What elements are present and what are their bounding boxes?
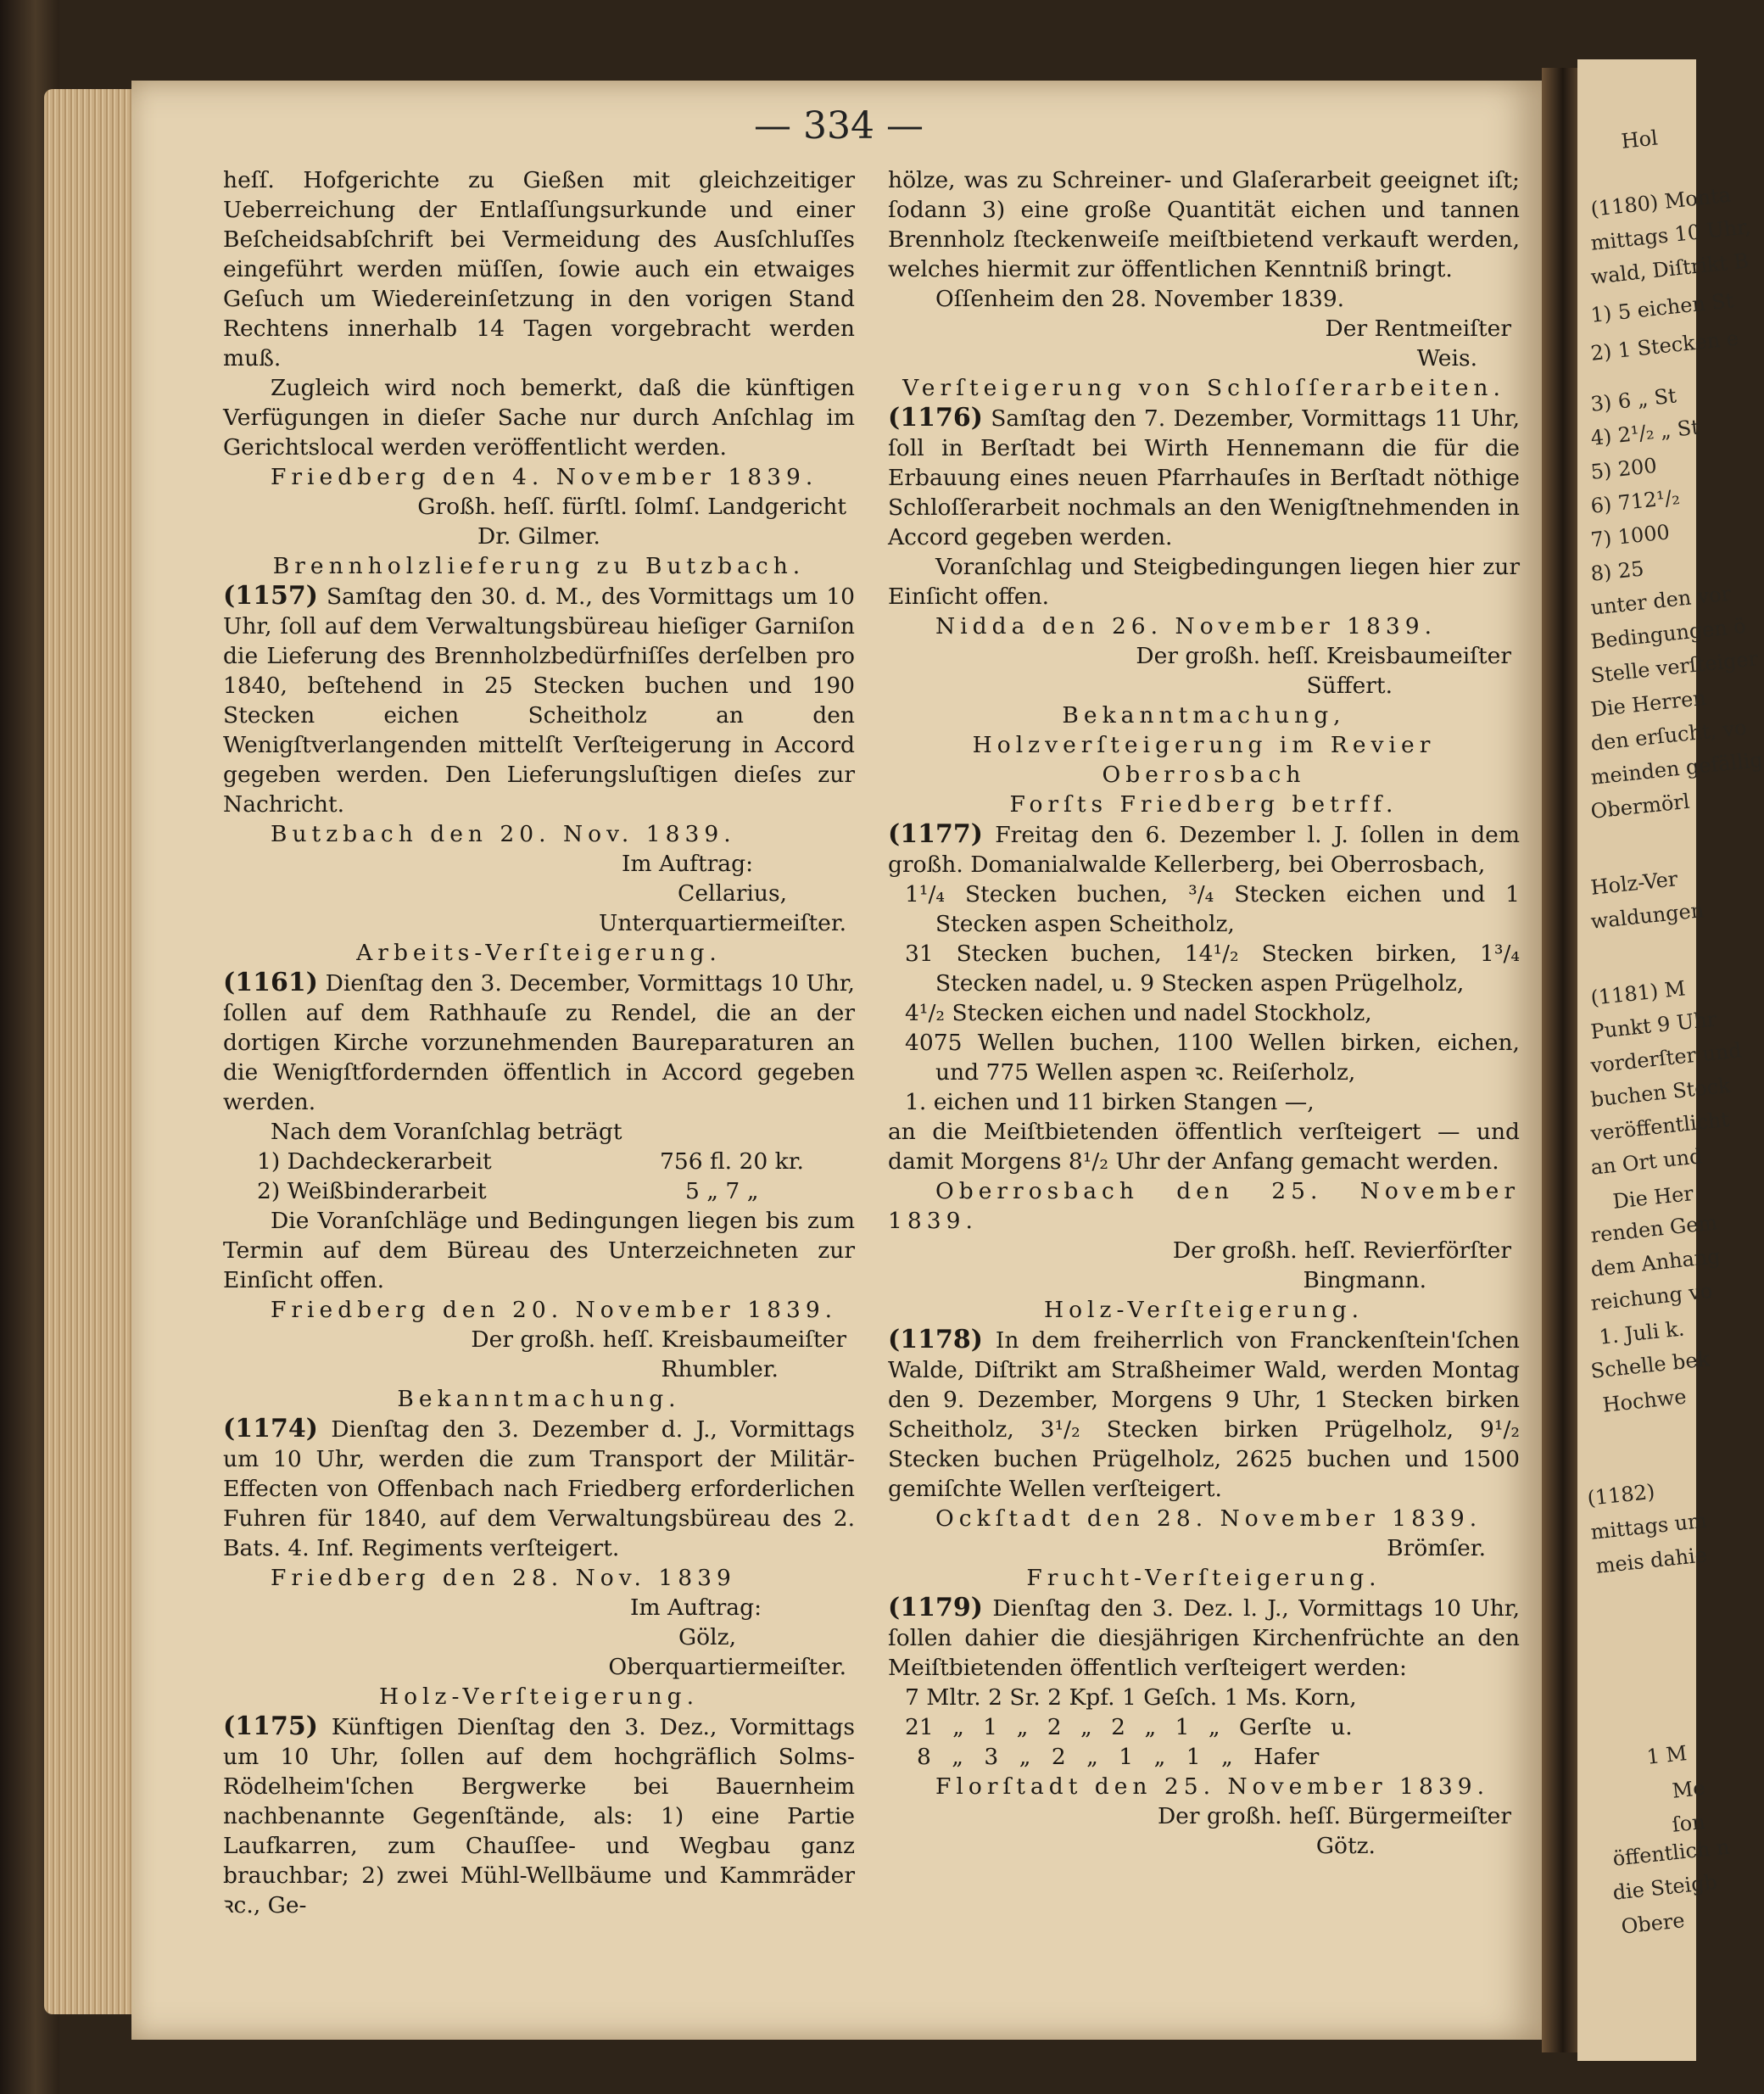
notice-number: (1174) bbox=[223, 1414, 318, 1443]
fragment-line: Me bbox=[1671, 1775, 1706, 1803]
notice-number: (1177) bbox=[888, 819, 983, 849]
list-item: 31 Stecken buchen, 14¹/₂ Stecken birken, 1³/₄ Stecken nadel, u. 9 Stecken aspen Prügelholz, bbox=[905, 941, 1520, 997]
notice-1161 bbox=[223, 968, 855, 1117]
fragment-line: Schelle bek bbox=[1589, 1347, 1711, 1383]
signature-name: Bingmann. bbox=[1303, 1267, 1426, 1293]
text-paragraph: Zugleich wird noch bemerkt, daß die künftigen Verfügungen in dieſer Sache nur durch Anſchlag im Gerichtslocal werden veröffentlicht werden. bbox=[223, 375, 855, 461]
fragment-line: Hol bbox=[1620, 126, 1660, 154]
fragment-line: ſon bbox=[1671, 1809, 1706, 1837]
dateline: Friedberg den 28. Nov. 1839 bbox=[271, 1565, 736, 1591]
fragment-line: (1182) bbox=[1586, 1479, 1656, 1510]
signature: Großh. heſſ. fürſtl. ſolmſ. Landgericht bbox=[417, 494, 846, 520]
notice-text: Künftigen Dienſtag den 3. Dez., Vormittags um 10 Uhr, ſollen auf dem hochgräflich Solms-Rödelheim'ſchen Bergwerke bei Bauernheim nachbenannte Gegenſtände, als: 1) eine Partie Laufkarren, zum Chauſſee- und Wegbau ganz brauchbar; 2) zwei Mühl-Wellbäume und Kammräder ꝛc., Ge- bbox=[223, 1714, 855, 1918]
list-item: 1. eichen und 11 birken Stangen —, bbox=[905, 1089, 1315, 1115]
fragment-line: (1180) Monta bbox=[1589, 182, 1733, 221]
list-item: 4¹/₂ Stecken eichen und nadel Stockholz, bbox=[905, 1000, 1372, 1026]
dateline: Ockſtadt den 28. November 1839. bbox=[935, 1505, 1482, 1532]
text-paragraph: heſſ. Hofgerichte zu Gießen mit gleichzeitiger Ueberreichung der Entlaſſungsurkunde und einer Beſcheidsabſchrift bei Vermeidung des Ausſchluſſes eingeführt werden müſſen, ſowie auch ein etwaiges Geſuch um Wiedereinſetzung in den vorigen Stand Rechtens innerhalb 14 Tagen vorgebracht werden muß. bbox=[223, 167, 855, 371]
dateline: Friedberg den 20. November 1839. bbox=[271, 1297, 838, 1323]
signature-name: Weis. bbox=[1416, 345, 1477, 371]
fragment-line: 2) 1 Stecken e bbox=[1589, 326, 1740, 366]
fragment-line: buchen Stock bbox=[1589, 1073, 1732, 1112]
signature: Der großh. heſſ. Kreisbaumeiſter bbox=[471, 1326, 846, 1353]
list-item: 4075 Wellen buchen, 1100 Wellen birken, eichen, und 775 Wellen aspen ꝛc. Reiſerholz, bbox=[905, 1030, 1520, 1086]
signature: Der großh. heſſ. Bürgermeiſter bbox=[1157, 1803, 1511, 1829]
signature-label: Im Auftrag: bbox=[621, 851, 753, 877]
fragment-line: Obermörl bbox=[1589, 789, 1691, 824]
fragment-line: Bedingungen ö bbox=[1589, 613, 1747, 654]
notice-number: (1179) bbox=[888, 1593, 983, 1622]
fragment-line: 7) 1000 bbox=[1589, 520, 1672, 552]
dateline: Oberrosbach den 25. November 1839. bbox=[888, 1178, 1520, 1234]
signature-name: Rhumbler. bbox=[661, 1356, 779, 1382]
fragment-line: 5) 200 bbox=[1589, 453, 1658, 484]
signature: Der großh. heſſ. Revierförſter bbox=[1172, 1237, 1511, 1264]
notice-number: (1157) bbox=[223, 581, 318, 611]
fragment-line: 4) 2¹/₂ „ St bbox=[1589, 415, 1701, 450]
signature-name: Gölz, bbox=[678, 1624, 736, 1650]
fragment-line: 3) 6 „ St bbox=[1589, 383, 1677, 416]
fragment-line: Punkt 9 Uhr bbox=[1589, 1007, 1718, 1044]
dateline: Butzbach den 20. Nov. 1839. bbox=[271, 821, 736, 847]
signature: Der Rentmeiſter bbox=[1325, 315, 1511, 342]
fragment-line: den erſucht, vo bbox=[1589, 715, 1748, 756]
grain-row: 21 „ 1 „ 2 „ 2 „ 1 „ Gerſte u. bbox=[905, 1714, 1353, 1740]
notice-subheading: Forſts Friedberg betrff. bbox=[1009, 791, 1398, 818]
notice-1178 bbox=[888, 1325, 1520, 1504]
cost-row: 1) Dachdeckerarbeit 756 fl. 20 kr. bbox=[257, 1148, 804, 1175]
fragment-line: Hochwe bbox=[1601, 1384, 1688, 1417]
notice-heading: Verſteigerung von Schloſſerarbeiten. bbox=[902, 375, 1505, 401]
fragment-line: 1. Juli k. bbox=[1598, 1316, 1686, 1349]
notice-heading: Brennholzlieferung zu Butzbach. bbox=[272, 553, 806, 579]
fragment-line: Die Her bbox=[1611, 1181, 1695, 1214]
fragment-line: waldungen bbox=[1589, 897, 1705, 934]
fragment-line: die Steigb bbox=[1611, 1870, 1719, 1905]
notice-text: Dienſtag den 3. Dezember d. J., Vormittags um 10 Uhr, werden die zum Transport der Militär-Effecten von Offenbach nach Friedberg erforderlichen Fuhren für 1840, auf dem Verwaltungsbüreau des 2. Bats. 4. Inf. Regiments verſteigert. bbox=[223, 1416, 855, 1561]
book-gutter bbox=[1542, 68, 1580, 2052]
signature-name: Cellarius, bbox=[678, 880, 787, 907]
fragment-line: 6) 712¹/₂ bbox=[1589, 484, 1682, 518]
page-edges bbox=[44, 89, 136, 2014]
fragment-line: wald, Diſtrikt B bbox=[1589, 248, 1750, 289]
fragment-line: 1) 5 eichen St bbox=[1589, 288, 1735, 327]
notice-1176 bbox=[888, 403, 1520, 552]
notice-text: Samſtag den 30. d. M., des Vormittags um 10 Uhr, ſoll auf dem Verwaltungsbüreau hieſiger Garniſon die Lieferung des Brennholzbedürfniſſes derſelben pro 1840, beſtehend in 25 Stecken buchen und 190 Stecken eichen Scheitholz an den Wenigſtverlangenden mittelſt Verſteigerung in Accord gegeben werden. Den Lieferungsluſtigen dieſes zur Nachricht. bbox=[223, 584, 855, 818]
notice-heading: Frucht-Verſteigerung. bbox=[1026, 1565, 1382, 1591]
notice-text: In dem freiherrlich von Franckenſtein'ſchen Walde, Diſtrikt am Straßheimer Wald, werden Montag den 9. Dezember, Morgens 9 Uhr, 1 Stecken birken Scheitholz, 3¹/₂ Stecken birken Prügelholz, 9¹/₂ Stecken buchen Prügelholz, 2625 buchen und 1500 gemiſchte Wellen verſteigert. bbox=[888, 1327, 1520, 1502]
fragment-line: meis dahie bbox=[1594, 1543, 1709, 1578]
notice-number: (1175) bbox=[223, 1711, 318, 1741]
fragment-line: unter den vor bbox=[1589, 581, 1733, 620]
signature: Der großh. heſſ. Kreisbaumeiſter bbox=[1136, 643, 1511, 669]
notice-subheading: Holzverſteigerung im Revier Oberrosbach bbox=[972, 732, 1436, 788]
notice-text: Freitag den 6. Dezember l. J. ſollen in dem großh. Domanialwalde Kellerberg, bei Oberrosbach, bbox=[888, 822, 1520, 878]
signature-name: Götz. bbox=[1315, 1833, 1376, 1859]
notice-text: Dienſtag den 3. Dez. l. J., Vormittags 10 Uhr, ſollen dahier die diesjährigen Kirchenfrüchte an den Meiſtbietenden öffentlich verſteigert werden: bbox=[888, 1595, 1520, 1681]
right-column bbox=[888, 165, 1520, 1861]
notice-1175 bbox=[223, 1711, 855, 1920]
text-paragraph: hölze, was zu Schreiner- und Glaſerarbeit geeignet iſt; ſodann 3) eine große Quantität eichen und tannen Brennholz ſteckenweiſe meiſtbietend verkauft werden, welches hiermit zur öffentlichen Kenntniß bringt. bbox=[888, 167, 1520, 282]
signature-title: Oberquartiermeiſter. bbox=[608, 1654, 846, 1680]
fragment-line: an Ort und bbox=[1589, 1144, 1704, 1180]
notice-1177 bbox=[888, 819, 1520, 879]
fragment-line: Obere bbox=[1620, 1908, 1686, 1939]
dateline: Nidda den 26. November 1839. bbox=[935, 613, 1437, 639]
fragment-line: 1 M bbox=[1645, 1741, 1689, 1769]
fragment-line: (1181) M bbox=[1589, 976, 1687, 1010]
text-paragraph: Die Voranſchläge und Bedingungen liegen bis zum Termin auf dem Büreau des Unterzeichneten zur Einſicht offen. bbox=[223, 1208, 855, 1293]
signature-name: Dr. Gilmer. bbox=[477, 523, 600, 550]
notice-heading: Arbeits-Verſteigerung. bbox=[356, 940, 722, 966]
fragment-line: öffentlich n bbox=[1611, 1834, 1731, 1871]
notice-heading: Bekanntmachung, bbox=[1062, 702, 1346, 729]
notice-heading: Bekanntmachung. bbox=[397, 1386, 681, 1412]
notice-heading: Holz-Verſteigerung. bbox=[378, 1684, 700, 1710]
fragment-line: meinden gefällig bbox=[1589, 747, 1764, 790]
notice-number: (1178) bbox=[888, 1325, 983, 1354]
signature-label: Im Auftrag: bbox=[629, 1594, 762, 1621]
dateline: Friedberg den 4. November 1839. bbox=[271, 464, 818, 490]
dateline: Florſtadt den 25. November 1839. bbox=[935, 1773, 1490, 1800]
fragment-line: Holz-Ver bbox=[1589, 867, 1679, 900]
fragment-line: veröffentlicht bbox=[1589, 1107, 1731, 1146]
notice-number: (1176) bbox=[888, 403, 983, 433]
left-column bbox=[223, 165, 855, 1920]
text-paragraph: Voranſchlag und Steigbedingungen liegen hier zur Einſicht offen. bbox=[888, 554, 1520, 610]
fragment-line: reichung vo bbox=[1589, 1278, 1714, 1315]
fragment-line: renden Gem bbox=[1589, 1210, 1719, 1248]
notice-text: Samſtag den 7. Dezember, Vormittags 11 Uhr, ſoll in Berſtadt bei Wirth Hennemann die für die Erbauung eines neuen Pfarrhauſes in Berſtadt nöthige Schloſſerarbeit nochmals an den Wenigſtnehmenden in Accord gegeben werden. bbox=[888, 405, 1520, 550]
text-paragraph: Nach dem Voranſchlag beträgt bbox=[271, 1119, 622, 1145]
grain-row: 8 „ 3 „ 2 „ 1 „ 1 „ Hafer bbox=[917, 1744, 1320, 1770]
page-number: — 334 — bbox=[754, 104, 924, 148]
signature-name: Süffert. bbox=[1306, 673, 1393, 699]
fragment-line: 8) 25 bbox=[1589, 556, 1645, 586]
cost-row: 2) Weißbinderarbeit 5 „ 7 „ bbox=[257, 1178, 759, 1204]
notice-1157 bbox=[223, 581, 855, 819]
notice-1174 bbox=[223, 1414, 855, 1563]
book-page bbox=[131, 81, 1546, 2040]
notice-number: (1161) bbox=[223, 968, 318, 997]
notice-text: Dienſtag den 3. December, Vormittags 10 Uhr, ſollen auf dem Rathhauſe zu Rendel, die an der dortigen Kirche vorzunehmenden Baureparaturen an die Wenigſtfordernden öffentlich in Accord gegeben werden. bbox=[223, 970, 855, 1115]
fragment-line: Stelle verſteiger bbox=[1589, 646, 1760, 688]
list-item: 1¹/₄ Stecken buchen, ³/₄ Stecken eichen und 1 Stecken aspen Scheitholz, bbox=[905, 881, 1520, 937]
fragment-line: dem Anhang bbox=[1589, 1243, 1722, 1282]
notice-heading: Holz-Verſteigerung. bbox=[1043, 1297, 1365, 1323]
fragment-line: mittags um bbox=[1589, 1508, 1709, 1544]
fragment-line: mittags 10 Uhr, bbox=[1589, 215, 1752, 255]
fragment-line: vorderſter und bbox=[1589, 1038, 1743, 1078]
grain-row: 7 Mltr. 2 Sr. 2 Kpf. 1 Geſch. 1 Ms. Korn, bbox=[905, 1684, 1357, 1711]
signature-name: Brömſer. bbox=[1387, 1535, 1486, 1561]
fragment-line: Die Herren bbox=[1589, 685, 1707, 722]
text-paragraph: an die Meiſtbietenden öffentlich verſteigert — und damit Morgens 8¹/₂ Uhr der Anfang gemacht werden. bbox=[888, 1119, 1520, 1175]
notice-1179 bbox=[888, 1593, 1520, 1683]
next-page-fragment bbox=[1577, 59, 1764, 2061]
dateline: Oſſenheim den 28. November 1839. bbox=[935, 286, 1345, 312]
signature-title: Unterquartiermeiſter. bbox=[599, 910, 846, 936]
